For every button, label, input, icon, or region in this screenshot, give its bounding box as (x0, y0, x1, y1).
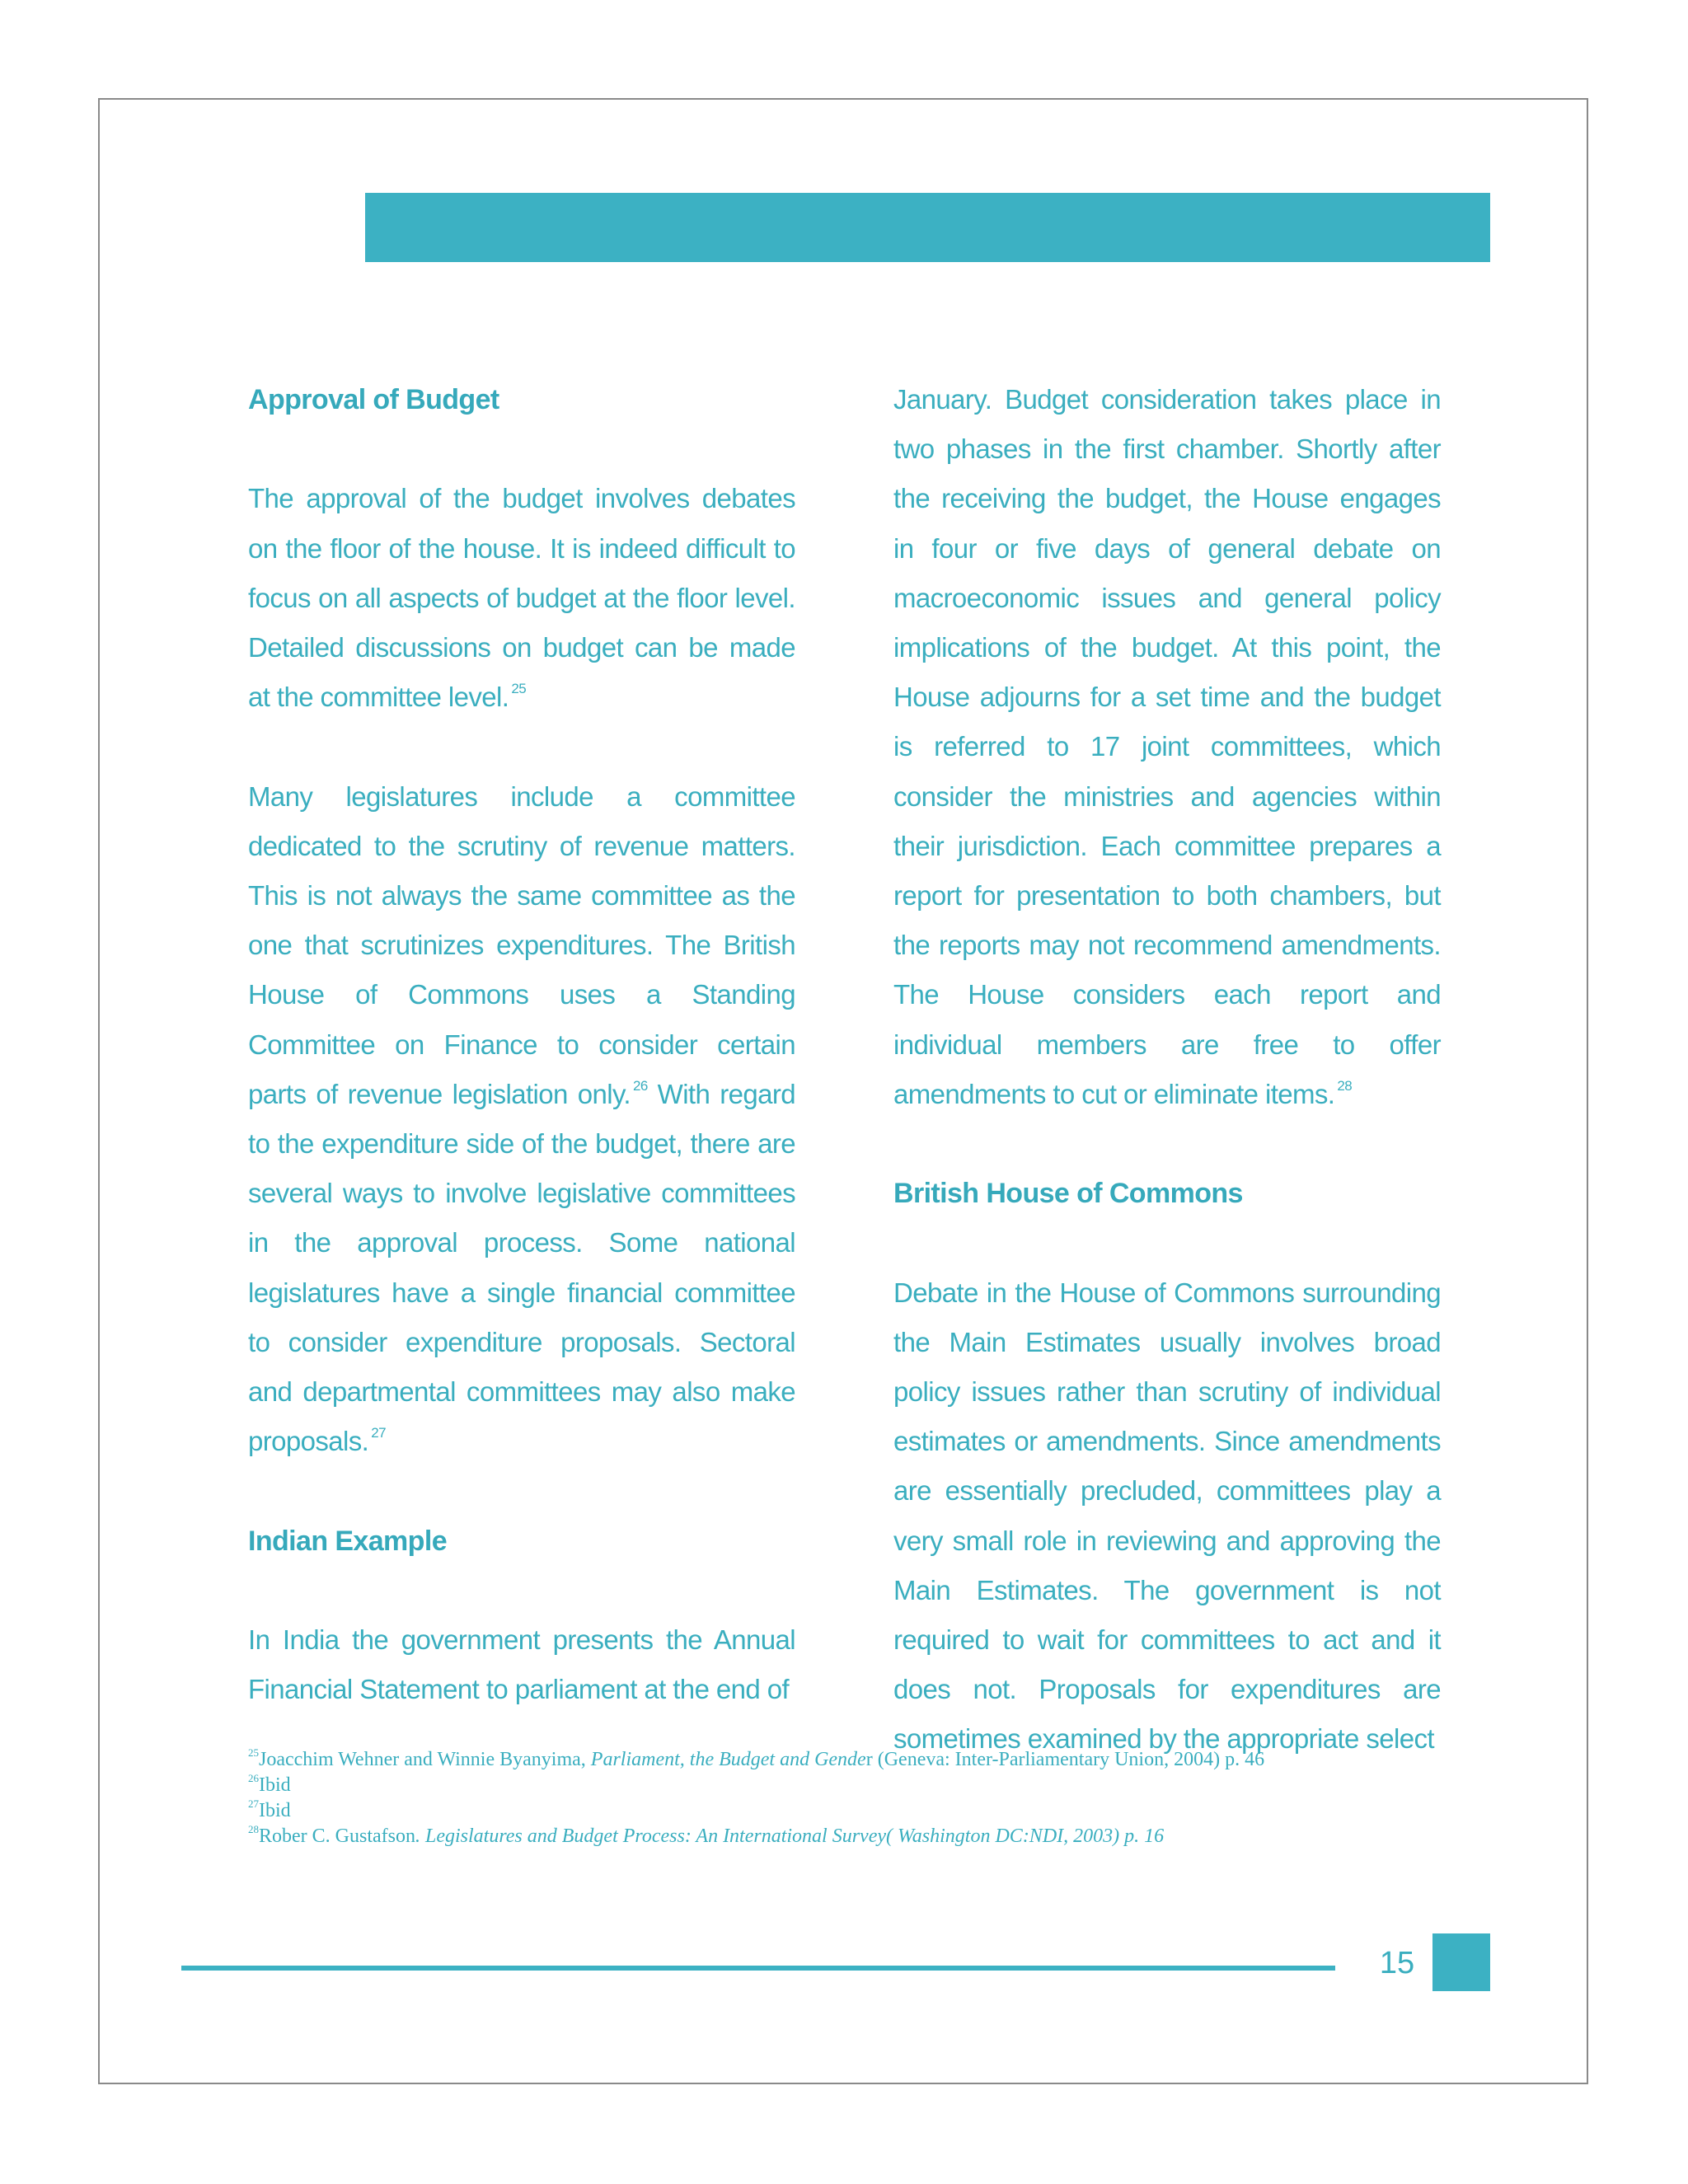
footnote-ref-28: 28 (1337, 1077, 1353, 1094)
footnote-number: 26 (248, 1772, 259, 1784)
footnote-25 (248, 1747, 1443, 1773)
footnote-text: Ibid (259, 1774, 291, 1796)
footnote-text: Ibid (259, 1800, 291, 1821)
paragraph-legislatures-text-b: With regard to the expenditure side of the budget, there are several ways to involve legislative committees in the approval process. Some national legislatures have a single financial committee to consider expenditure proposals. Sectoral and departmental committees may also make proposals. (248, 1078, 796, 1457)
page-number-box (1432, 1933, 1490, 1991)
heading-approval-of-budget: Approval of Budget (248, 384, 499, 415)
footnote-number: 28 (248, 1823, 259, 1835)
paragraph-legislatures-text-a: Many legislatures include a committee dedicated to the scrutiny of revenue matters. This is not always the same committee as the one that scrutinizes expenditures. The British House of Commons uses a Standing Committee on Finance to consider certain parts of revenue legislation only. (248, 780, 795, 1109)
footnote-number: 25 (248, 1746, 259, 1759)
footnote-text-tail: r (Geneva: Inter-Parliamentary Union, 2004) p. 46 (865, 1749, 1265, 1770)
paragraph-january-text: January. Budget consideration takes place in two phases in the first chamber. Shortly after the receiving the budget, the House engages in four or five days of general debate on macroeconomic issues and general policy implications of the budget. At this point, the House adjourns for a set time and the budget is referred to 17 joint committees, which consider the ministries and agencies within their jurisdiction. Each committee prepares a report for presentation to both chambers, but the reports may not recommend amendments. The House considers each report and individual members are free to offer amendments to cut or eliminate items. (893, 384, 1441, 1109)
paragraph-commons-debate: Debate in the House of Commons surrounding the Main Estimates usually involves broad policy issues rather than scrutiny of individual estimates or amendments. Since amendments are essentially precluded, committees play a very small role in reviewing and approving the Main Estimates. The government is not required to wait for committees to act and it does not. Proposals for expenditures are sometimes examined by the appropriate select (893, 1277, 1441, 1755)
heading-british-house-of-commons: British House of Commons (893, 1178, 1243, 1210)
footnote-text: Rober C. Gustafson (259, 1825, 415, 1847)
footnote-number: 27 (248, 1797, 259, 1810)
footnote-28 (248, 1824, 1443, 1849)
left-column (248, 375, 795, 1714)
footnote-27 (248, 1798, 1443, 1824)
paragraph-india: In India the government presents the Annual Financial Statement to parliament at the end of (248, 1624, 795, 1705)
paragraph-january (893, 375, 1441, 1119)
footnote-ref-27: 27 (371, 1425, 386, 1441)
footnote-ref-25: 25 (511, 681, 527, 697)
paragraph-approval (248, 474, 795, 722)
footnote-text: Joacchim Wehner and Winnie Byanyima, (259, 1749, 591, 1770)
right-column (893, 375, 1441, 1765)
footnotes (248, 1747, 1443, 1849)
footnote-italic-title: Parliament, the Budget and Gende (590, 1749, 866, 1770)
heading-indian-example: Indian Example (248, 1525, 448, 1557)
footnote-26 (248, 1773, 1443, 1798)
paragraph-legislatures (248, 772, 795, 1467)
footer-rule (181, 1966, 1335, 1971)
paragraph-approval-text: The approval of the budget involves debates on the floor of the house. It is indeed difficult to focus on all aspects of budget at the floor level. Detailed discussions on budget can be made at the committee level. (248, 483, 795, 713)
footnote-ref-26: 26 (632, 1077, 648, 1094)
footnote-italic-title: . Legislatures and Budget Process: An International Survey( Washington DC:NDI, 2003) p. 16 (415, 1825, 1165, 1847)
page-number: 15 (1379, 1946, 1415, 1980)
header-band (365, 193, 1490, 262)
